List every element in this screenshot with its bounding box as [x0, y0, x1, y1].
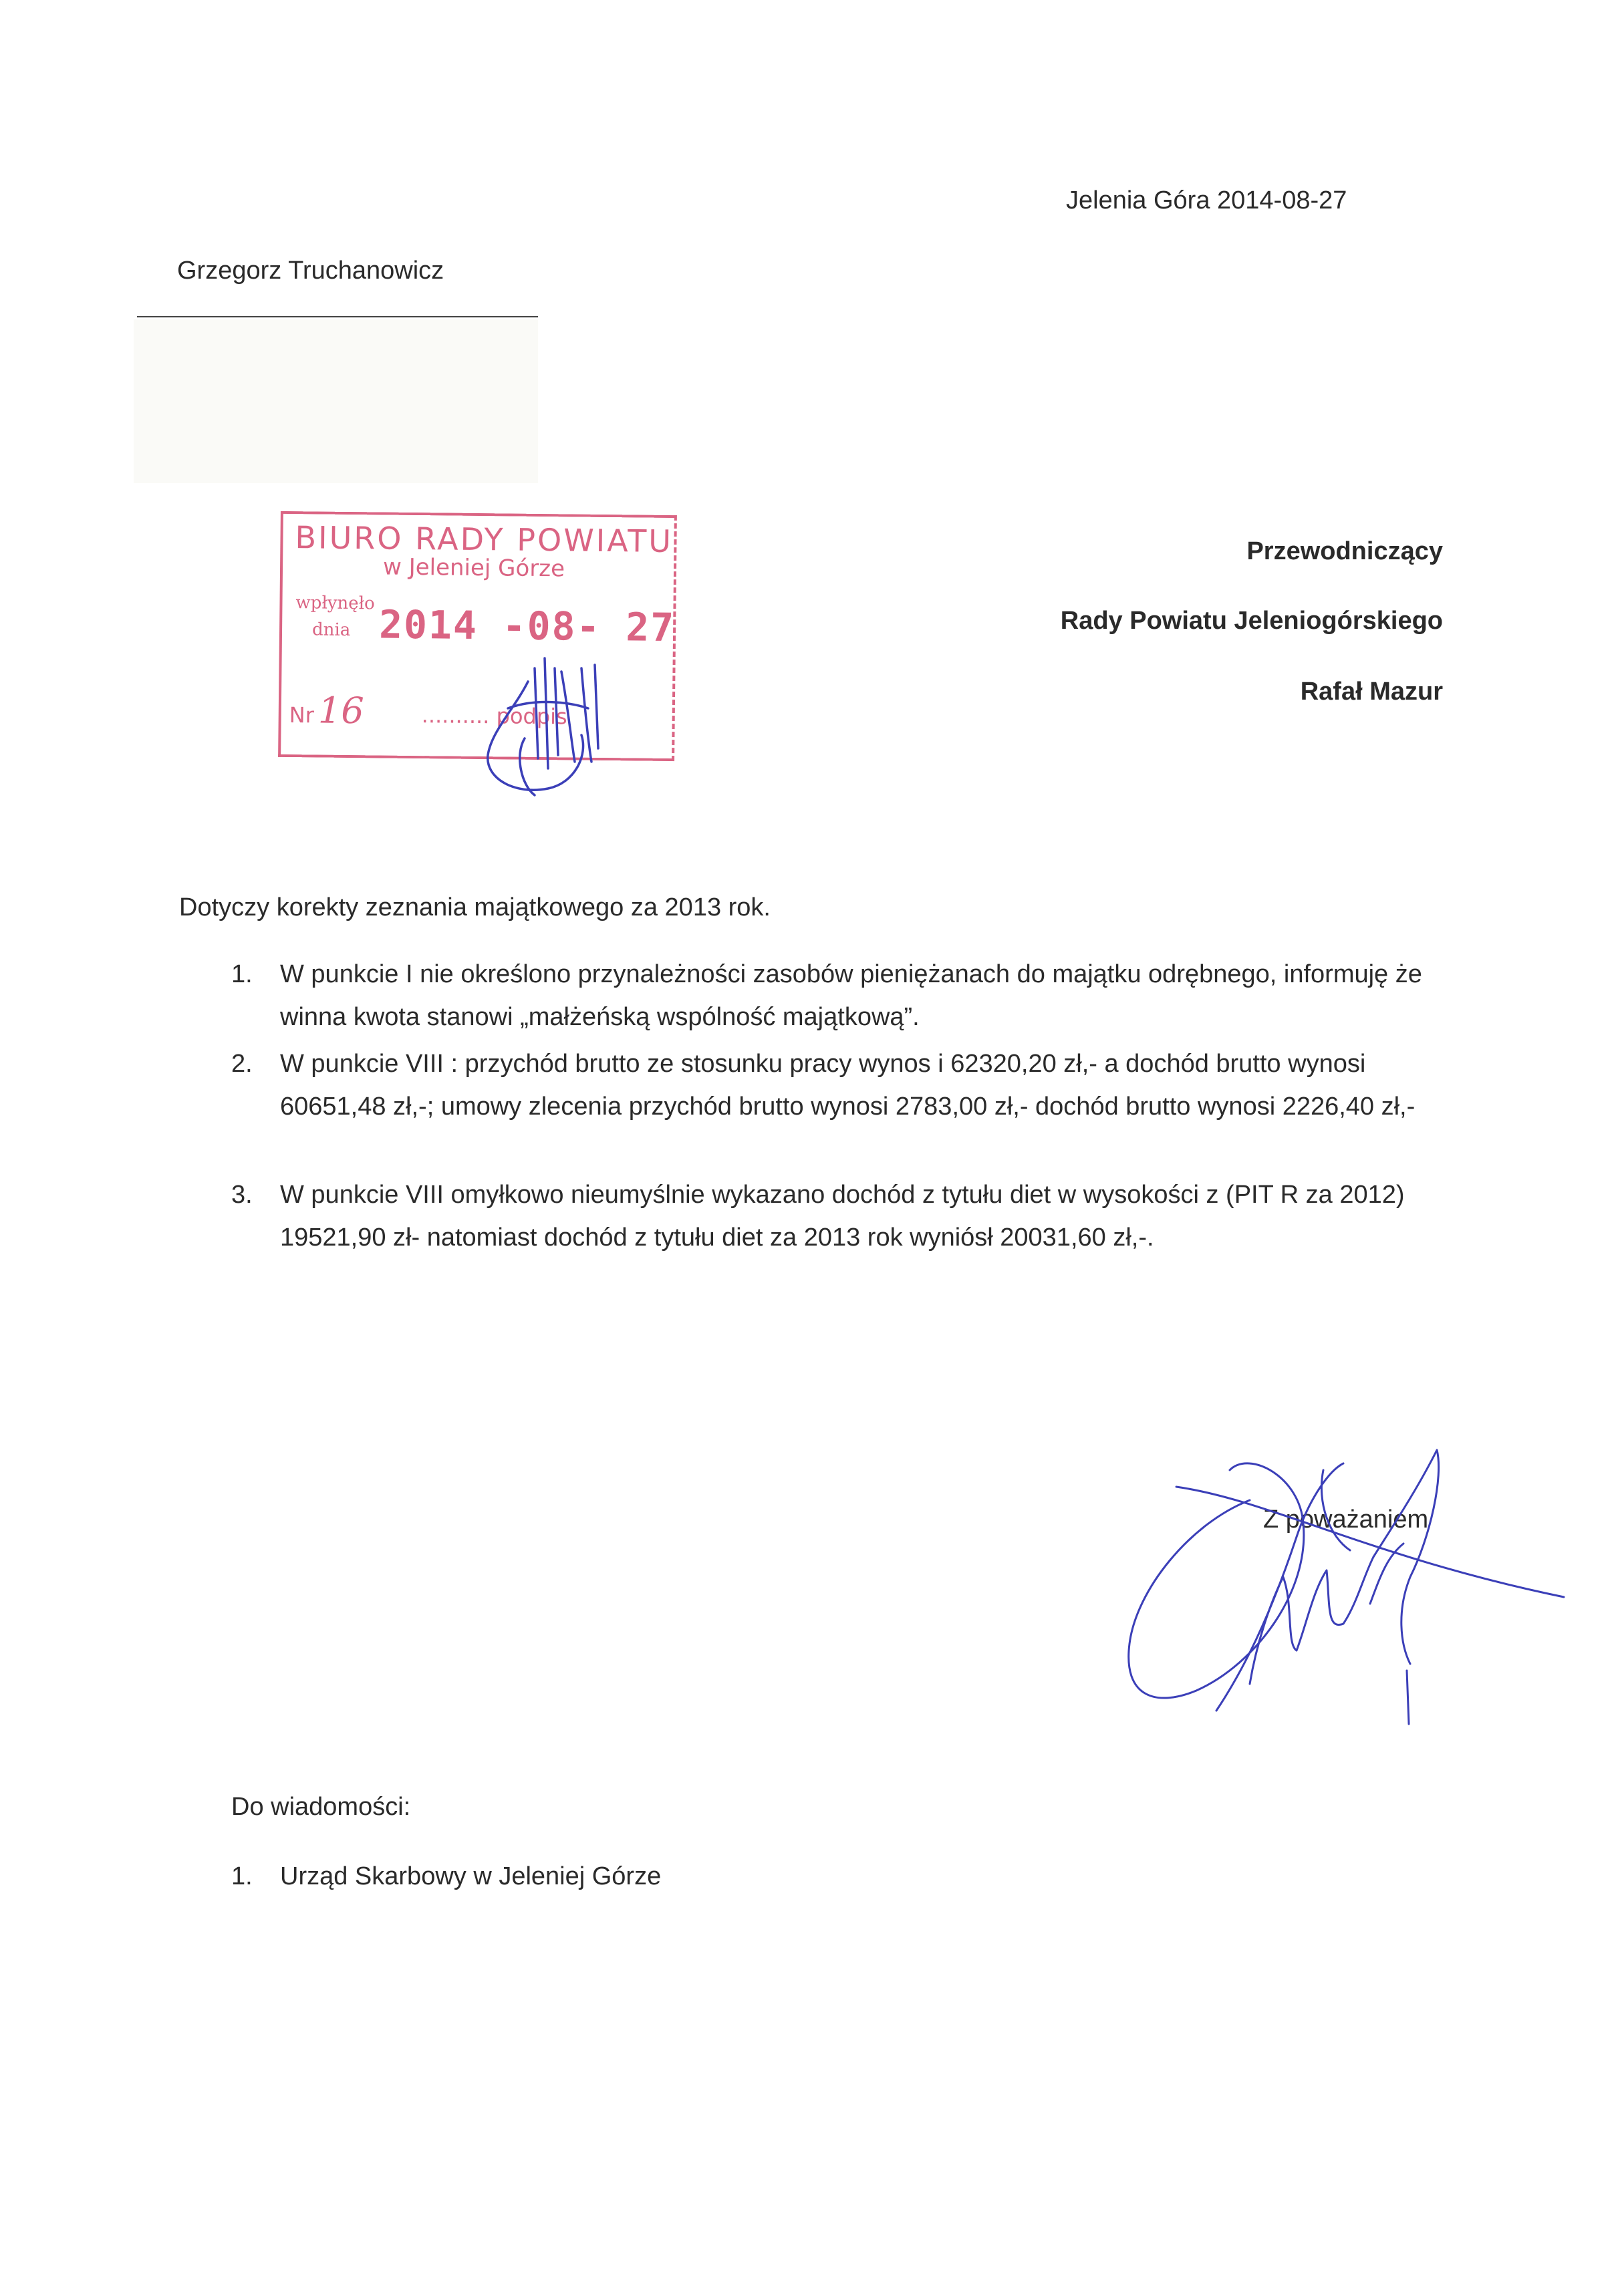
stamp-signature-label: .......... podpis — [421, 702, 567, 730]
stamp-day-label: dnia — [311, 619, 351, 641]
cc-label: Do wiadomości: — [231, 1793, 411, 1821]
list-item-text: W punkcie VIII : przychód brutto ze stosunku pracy wynos i 62320,20 zł,- a dochód brutto wynosi 60651,48 zł,-; umowy zlecenia przychód brutto wynosi 2783,00 zł,- dochód brutto wynosi 2226,40 zł,- — [280, 1050, 1416, 1121]
received-stamp — [278, 511, 677, 761]
stamp-number — [289, 689, 364, 732]
cc-item-number: 1. — [231, 1862, 253, 1890]
stamp-received-label: wpłynęło — [295, 593, 375, 614]
sender-address-divider — [137, 316, 538, 317]
stamp-number-label: Nr — [289, 702, 315, 728]
subject-line: Dotyczy korekty zeznania majątkowego za 2013 rok. — [179, 893, 771, 921]
recipient-title: Przewodniczący — [1246, 537, 1443, 565]
cc-list-item-1 — [231, 1862, 661, 1892]
cc-item-text: Urząd Skarbowy w Jeleniej Górze — [280, 1862, 662, 1890]
sender-name: Grzegorz Truchanowicz — [177, 257, 444, 285]
list-item-text: W punkcie I nie określono przynależności zasobów pieniężanach do majątku odrębnego, informuję że winna kwota stanowi „małżeńską wspólność majątkową”. — [280, 960, 1422, 1031]
stamp-number-value: 16 — [317, 689, 364, 732]
recipient-organization: Rady Powiatu Jeleniogórskiego — [1060, 607, 1443, 635]
recipient-name: Rafał Mazur — [1300, 678, 1443, 706]
closing-salutation: Z poważaniem — [1263, 1505, 1429, 1534]
stamp-office-location: w Jeleniej Górze — [382, 553, 565, 583]
list-item-number: 3. — [231, 1181, 253, 1209]
letter-date: Jelenia Góra 2014-08-27 — [1066, 186, 1347, 214]
body-list-item-3 — [231, 1173, 1434, 1259]
stamp-date: 2014 -08- 27 — [378, 601, 676, 651]
list-item-number: 2. — [231, 1050, 253, 1078]
body-list-item-2 — [231, 1042, 1434, 1171]
redacted-address-block — [134, 319, 538, 483]
stamp-office-name: BIURO RADY POWIATU — [295, 519, 674, 560]
body-list-item-1 — [231, 953, 1434, 1038]
list-item-text: W punkcie VIII omyłkowo nieumyślnie wykazano dochód z tytułu diet w wysokości z (PIT R za 2012) 19521,90 zł- natomiast dochód z tytułu diet za 2013 rok wyniósł 20031,60 zł,-. — [280, 1181, 1405, 1252]
list-item-number: 1. — [231, 960, 253, 988]
